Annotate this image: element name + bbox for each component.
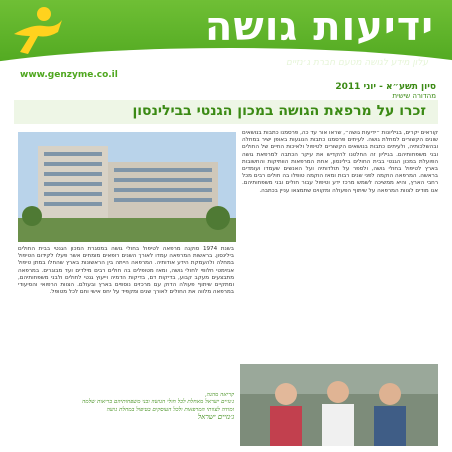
article-headline: זכרו על מרפאת הגושה במכון הגנטי בבילינסון xyxy=(132,103,426,119)
closing-signature xyxy=(18,392,234,448)
genzyme-figure-logo-icon xyxy=(8,4,66,62)
signature-name: ג׳נזיים ישראל xyxy=(197,413,234,422)
article-body-left: בשנת 1974 סוקנה מרפאה לטיפול בחולי גושה במסגרת המכון הגנטי בבית החולים בילינסון. בראשות המרפאה עמדו לאורך השנים רופאים מומחים אשר פעלו לקידום הטיפול במחלה ולהעמקת הידע אודותיה. המרפאה הייתה בין הראשונות בארץ שהחלו במתן טיפול אנזימטי חלופי לחולי גושה, ומאז מטופלים בה חולים רבים מילדים ועד מבוגרים. במרפאה מתבצעים מעקב קבוע, בדיקות דם, בדיקות הדמיה וייעוץ גנטי לחולים ולבני משפחותיהם, ומתקיים שיתוף פעולה הדוק עם מרכזים נוספים בארץ ובעולם. הצוות הרפואי והסיעודי במרפאה מלווה את החולים לאורך שנים ומקפיד על יחס אישי וחם לכל מטופל. xyxy=(18,246,234,296)
article-body-right: קוראים יקרים, בגיליונות ״ידיעות גושה״, שראו אור עד כה, פרסמנו כתבות בנושאים שונים הקשורים למחלת גושה. לעיתים פרסמנו כתבות הנוגעות באופן ישיר במחלה ובהשלכותיה, ולעיתים כתבות בנושאים הקשורים לטיפול ולאיכות החיים של החולים ובני משפחותיהם. בגיליון זה החלטנו להקדיש את עיקר הכתבה למרפאת גושה הפועלת במכון הגנטי בבית החולים בילינסון, אחת המרפאות הוותיקות והחשובות בארץ לטיפול בחולי גושה, ולספר על תולדותיה ועל האנשים שעמדו ועומדים בראשה. המרפאה הוקמה לפני שנים רבות ומאז הוקמה טופלו בה חולים רבים מכל רחבי הארץ, והיא ממשיכה לשמש מרכז ידע וטיפול עבור חולים ובני משפחותיהם. אנו מודים לצוות המרפאה על שיתוף הפעולה ומקווים שתמצאו עניין בכתבה. xyxy=(242,130,438,194)
edition-label: מהדורה שישית xyxy=(392,92,436,100)
issue-date: סיון תשע״א - יוני 2011 xyxy=(335,82,436,92)
newsletter-title: ידיעות גושה xyxy=(204,4,434,50)
signature-greeting: קריאה מהנה, xyxy=(204,392,234,398)
newsletter-header xyxy=(0,0,452,100)
signature-line-2: ומודה לצוותי המרפאות ולכל העוסקים בטיפול במחלת גושה xyxy=(106,406,234,413)
hospital-building-photo xyxy=(18,132,236,242)
medical-staff-photo xyxy=(240,364,438,446)
newsletter-tagline: עלון מידע לגושה מטעם חברת ג׳נזיים xyxy=(286,58,428,68)
headline-bar xyxy=(14,100,438,124)
signature-line-1: ג׳נזיים ישראל מאחלת לכל חולי הגושה ובני משפחותיהם בריאות שלמה xyxy=(82,399,234,406)
website-link[interactable]: www.genzyme.co.il xyxy=(20,70,118,80)
